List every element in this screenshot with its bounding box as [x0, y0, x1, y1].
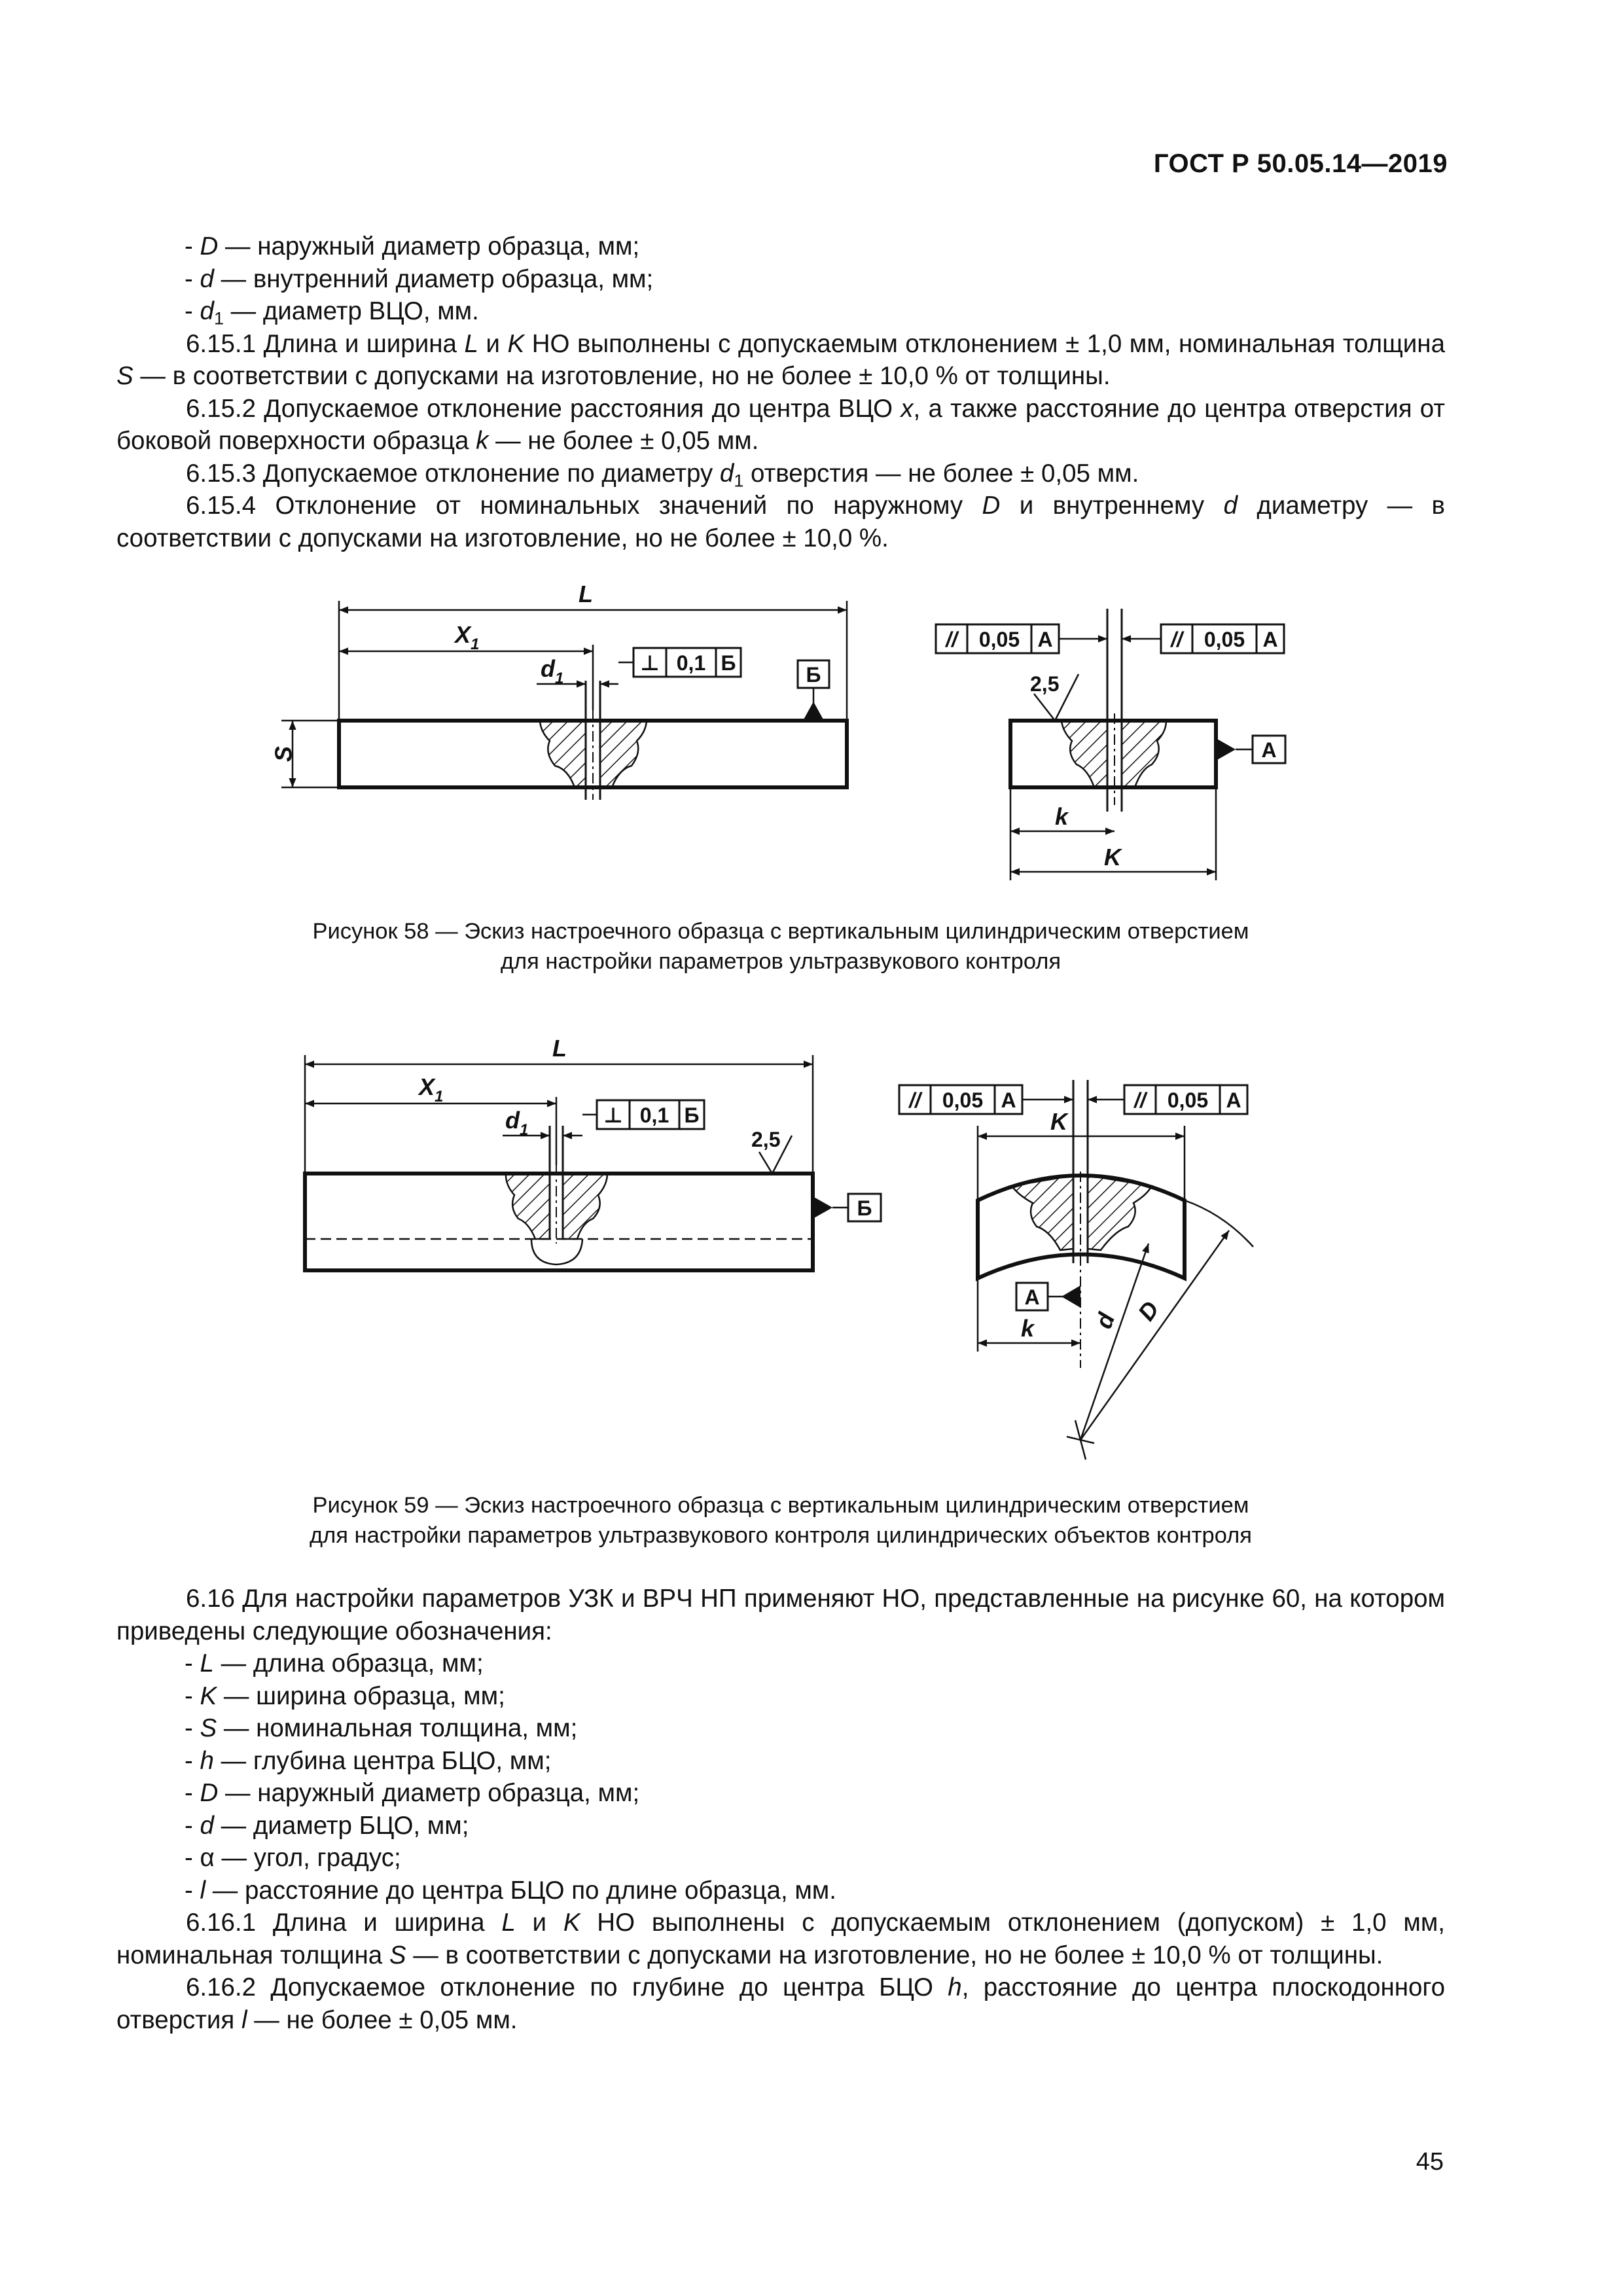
paragraph-6-16: 6.16 Для настройки параметров УЗК и ВРЧ НП применяют НО, представленные на рисунке 60, на котором приведены следующие обозначения: — [116, 1585, 1445, 1645]
list-item: - L — длина образца, мм; — [185, 1649, 484, 1677]
parallelism-symbol: // — [909, 1088, 921, 1112]
roughness-label: 2,5 — [751, 1128, 781, 1151]
text-block-bottom — [116, 1583, 1445, 2036]
list-item: - α — угол, градус; — [185, 1844, 401, 1872]
list-item: - D — наружный диаметр образца, мм; — [185, 1779, 640, 1807]
label-k: k — [1020, 1315, 1035, 1342]
list-item: - d — внутренний диаметр образца, мм; — [185, 264, 654, 293]
list-item: - D — наружный диаметр образца, мм; — [185, 232, 640, 260]
paragraph-6-15-3: 6.15.3 Допускаемое отклонение по диаметру $d_1$ отверстия — не более ± 0,05 мм. — [186, 459, 1139, 491]
list-item: - h — глубина центра БЦО, мм; — [185, 1746, 552, 1775]
roughness-label: 2,5 — [1030, 672, 1060, 696]
parallelism-symbol: // — [1134, 1088, 1146, 1112]
datum-letter-A: А — [1024, 1285, 1040, 1309]
label-S: S — [270, 745, 297, 762]
paragraph-6-15-4: 6.15.4 Отклонение от номинальных значений по наружному D и внутреннему d диаметру — в соответствии с допусками на изготовление, но не более ± 10,0 %. — [116, 492, 1445, 552]
figure-59-side-view — [305, 1055, 881, 1270]
perpendicularity-value: 0,1 — [676, 651, 706, 675]
paragraph-6-16-1: 6.16.1 Длина и ширина L и K НО выполнены с допускаемым отклонением (допуском) ± 1,0 мм, номинальная толщина S — в соответствии с допусками на изготовление, но не более ± 10,0 % от толщины. — [116, 1909, 1445, 1969]
label-L: L — [552, 1035, 567, 1062]
parallelism-datum: А — [1037, 628, 1053, 651]
page-number: 45 — [1416, 2148, 1444, 2176]
list-item: - $d_1$ — диаметр ВЦО, мм. — [185, 297, 479, 329]
datum-letter-B: Б — [806, 663, 821, 687]
parallelism-datum: А — [1226, 1088, 1241, 1112]
list-item: - K — ширина образца, мм; — [185, 1681, 505, 1710]
datum-letter-A: А — [1261, 738, 1277, 762]
parallelism-value: 0,05 — [1204, 628, 1245, 651]
label-diameter-d: d — [1090, 1309, 1120, 1333]
parallelism-symbol: // — [1171, 628, 1183, 651]
perpendicularity-datum: Б — [721, 651, 736, 675]
label-d1: $d_1$ — [541, 655, 564, 687]
figure-59-end-view — [899, 1080, 1253, 1460]
parallelism-datum: А — [1001, 1088, 1016, 1112]
diameter-D-line — [1080, 1230, 1229, 1440]
label-diameter-D: D — [1132, 1296, 1165, 1326]
parallelism-value: 0,05 — [942, 1088, 984, 1112]
perpendicularity-symbol: ⊥ — [603, 1103, 623, 1127]
datum-triangle-B — [803, 702, 824, 721]
sample-end — [1010, 721, 1216, 787]
label-X1: $X_1$ — [419, 1073, 444, 1105]
perpendicularity-value: 0,1 — [639, 1103, 669, 1127]
paragraph-6-15-2: 6.15.2 Допускаемое отклонение расстояния до центра ВЦО x, а также расстояние до центра отверстия от боковой поверхности образца k — не более ± 0,05 мм. — [116, 394, 1445, 455]
perpendicularity-symbol: ⊥ — [640, 651, 660, 675]
label-d1: $d_1$ — [505, 1107, 529, 1139]
paragraph-6-16-2: 6.16.2 Допускаемое отклонение по глубине до центра БЦО h, расстояние до центра плоскодонного отверстия l — не более ± 0,05 мм. — [116, 1973, 1445, 2034]
label-K: K — [1050, 1108, 1067, 1135]
parallelism-symbol: // — [946, 628, 957, 651]
parallelism-datum: А — [1262, 628, 1278, 651]
label-K: K — [1104, 844, 1121, 870]
sample-block — [305, 1174, 813, 1270]
list-item: - S — номинальная толщина, мм; — [185, 1714, 578, 1742]
perpendicularity-datum: Б — [684, 1103, 700, 1127]
section-hatch-right — [600, 721, 647, 787]
label-X1: $X_1$ — [455, 621, 480, 653]
figure-58-caption: Рисунок 58 — Эскиз настроечного образца с вертикальным цилиндрическим отверстием для настройки параметров ультразвукового контроля — [312, 919, 1249, 974]
figure-58-side-frame-text — [640, 651, 821, 687]
section-hatch-left — [540, 721, 586, 787]
parallelism-value: 0,05 — [978, 628, 1020, 651]
paragraph-6-15-1: 6.15.1 Длина и ширина L и K НО выполнены с допускаемым отклонением ± 1,0 мм, номинальная толщина S — в соответствии с допусками на изготовление, но не более ± 10,0 % от толщины. — [116, 329, 1445, 390]
list-item: - l — расстояние до центра БЦО по длине образца, мм. — [185, 1876, 836, 1905]
parallelism-value: 0,05 — [1167, 1088, 1209, 1112]
figure-58-side-view — [281, 601, 847, 800]
list-item: - d — диаметр БЦО, мм; — [185, 1811, 469, 1840]
figure-59-side-labels — [418, 1035, 872, 1220]
document-number: ГОСТ Р 50.05.14—2019 — [1153, 149, 1448, 178]
datum-letter-B: Б — [857, 1196, 872, 1220]
diameter-d-line — [1080, 1244, 1149, 1440]
label-k: k — [1054, 803, 1069, 830]
figure-59-caption: Рисунок 59 — Эскиз настроечного образца с вертикальным цилиндрическим отверстием для настройки параметров ультразвукового контроля цилиндрических объектов контроля — [310, 1493, 1252, 1548]
label-L: L — [579, 581, 593, 607]
